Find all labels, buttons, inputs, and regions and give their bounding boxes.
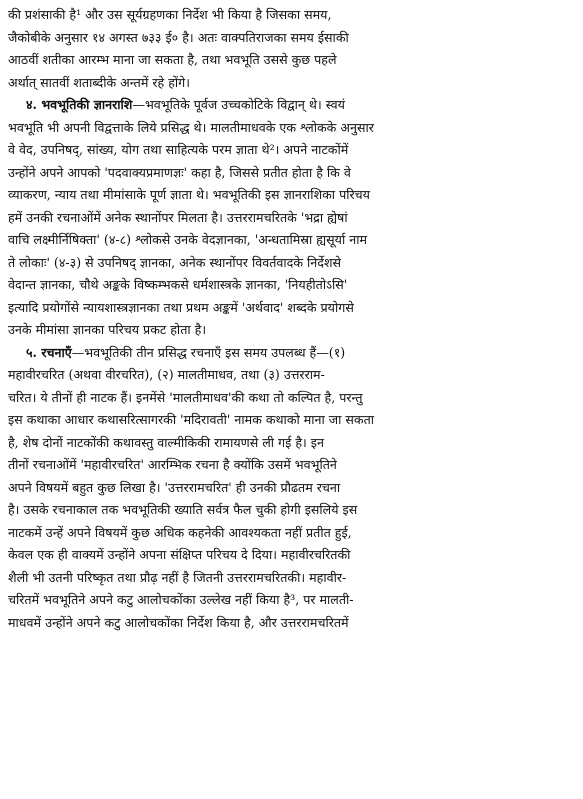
text-line: अपने विषयमें बहुत कुछ लिखा है। 'उत्तररामचरित' ही उनकी प्रौढतम रचना <box>8 479 341 495</box>
text-line: चरितमें भवभूतिने अपने कटु आलोचकोंका उल्लेख नहीं किया है³, पर मालती- <box>8 592 354 607</box>
paragraph-jnanarashi <box>8 94 575 342</box>
text-line: इत्यादि प्रयोगोंसे न्यायशास्त्रज्ञानका तथा प्रथम अङ्कमें 'अर्थवाद' शब्दके प्रयोगसे <box>8 299 354 315</box>
heading-line <box>8 94 575 117</box>
text-line: चरित। ये तीनों ही नाटक हैं। इनमेंसे 'मालतीमाधव'की कथा तो कल्पित है, परन्तु <box>8 389 363 405</box>
text-line: महावीरचरित (अथवा वीरचरित), (२) मालतीमाधव, तथा (३) उत्तरराम- <box>8 367 325 382</box>
heading-line <box>8 342 575 365</box>
text-line: माधवमें उन्होंने अपने कटु आलोचकोंका निर्देश किया है, और उत्तररामचरितमें <box>8 614 349 630</box>
text-line: हमें उनकी रचनाओंमें अनेक स्थानोंपर मिलता है। उत्तररामचरितके 'भद्रा ह्येषां <box>8 209 348 225</box>
text-line: केवल एक ही वाक्यमें उन्होंने अपना संक्षिप्त परिचय दे दिया। महावीरचरितकी <box>8 547 351 562</box>
text-line: तीनों रचनाओंमें 'महावीरचरित' आरम्भिक रचना है क्योंकि उसमें भवभूतिने <box>8 457 337 472</box>
text-line: है। उसके रचनाकाल तक भवभूतिकी ख्याति सर्वत्र फैल चुकी होगी इसलिये इस <box>8 502 358 517</box>
paragraph-rachnayen <box>8 342 575 635</box>
text-line: उनके मीमांसा ज्ञानका परिचय प्रकट होता है। <box>8 322 207 337</box>
text-line: जैकोबीके अनुसार १४ अगस्त ७३३ ई० है। अतः वाक्पतिराजका समय ईसाकी <box>8 29 349 45</box>
text-line: ते लोकाः' (४-३) से उपनिषद् ज्ञानका, अनेक स्थानोंपर विवर्तवादके निर्देशसे <box>8 254 342 270</box>
text-line: शैली भी उतनी परिष्कृत तथा प्रौढ़ नहीं है जितनी उत्तररामचरितकी। महावीर- <box>8 569 347 585</box>
text-line: भवभूति भी अपनी विद्वत्ताके लिये प्रसिद्ध थे। मालतीमाधवके एक श्लोकके अनुसार <box>8 119 374 135</box>
text-line: की प्रशंसाकी है¹ और उस सूर्यग्रहणका निर्देश भी किया है जिसका समय, <box>8 7 332 22</box>
text-line: अर्थात् सातवीं शताब्दीके अन्तमें रहे होंगे। <box>8 74 191 90</box>
text-line: आठवीं शतीका आरम्भ माना जा सकता है, तथा भवभूति उससे कुछ पहले <box>8 52 337 67</box>
text-line: है, शेष दोनों नाटकोंकी कथावस्तु वाल्मीकिकी रामायणसे ली गई है। इन <box>8 434 324 450</box>
section-heading: ५. रचनाएँ <box>26 344 72 360</box>
heading-line-rest: —भवभूतिके पूर्वज उच्चकोटिके विद्वान् थे। स्वयं <box>132 97 345 112</box>
heading-line-rest: —भवभूतिकी तीन प्रसिद्ध रचनाएँ इस समय उपलब्ध हैं—(१) <box>71 344 346 360</box>
text-line: उन्होंने अपने आपको 'पदवाक्यप्रमाणज्ञः' कहा है, जिससे प्रतीत होता है कि वे <box>8 164 351 180</box>
text-line: वे वेद, उपनिषद्, सांख्य, योग तथा साहित्यके परम ज्ञाता थे²। अपने नाटकोंमें <box>8 142 349 157</box>
section-heading: ४. भवभूतिकी ज्ञानराशि <box>26 97 133 112</box>
text-line: इस कथाका आधार कथासरित्सागरकी 'मदिरावती' नामक कथाको माना जा सकता <box>8 412 375 427</box>
paragraph-intro <box>8 4 575 94</box>
text-line: वाचि लक्ष्मीर्निषिक्ता' (४-८) श्लोकसे उनके वेदज्ञानका, 'अन्धतामिस्रा ह्यसूर्या नाम <box>8 232 368 247</box>
text-line: नाटकमें उन्हें अपने विषयमें कुछ अधिक कहनेकी आवश्यकता नहीं प्रतीत हुई, <box>8 524 352 540</box>
text-line: व्याकरण, न्याय तथा मीमांसाके पूर्ण ज्ञाता थे। भवभूतिकी इस ज्ञानराशिका परिचय <box>8 187 370 202</box>
text-line: वेदान्त ज्ञानका, चौथे अङ्कके विष्कम्भकसे धर्मशास्त्रके ज्ञानका, 'नियहीतोऽसि' <box>8 277 348 292</box>
